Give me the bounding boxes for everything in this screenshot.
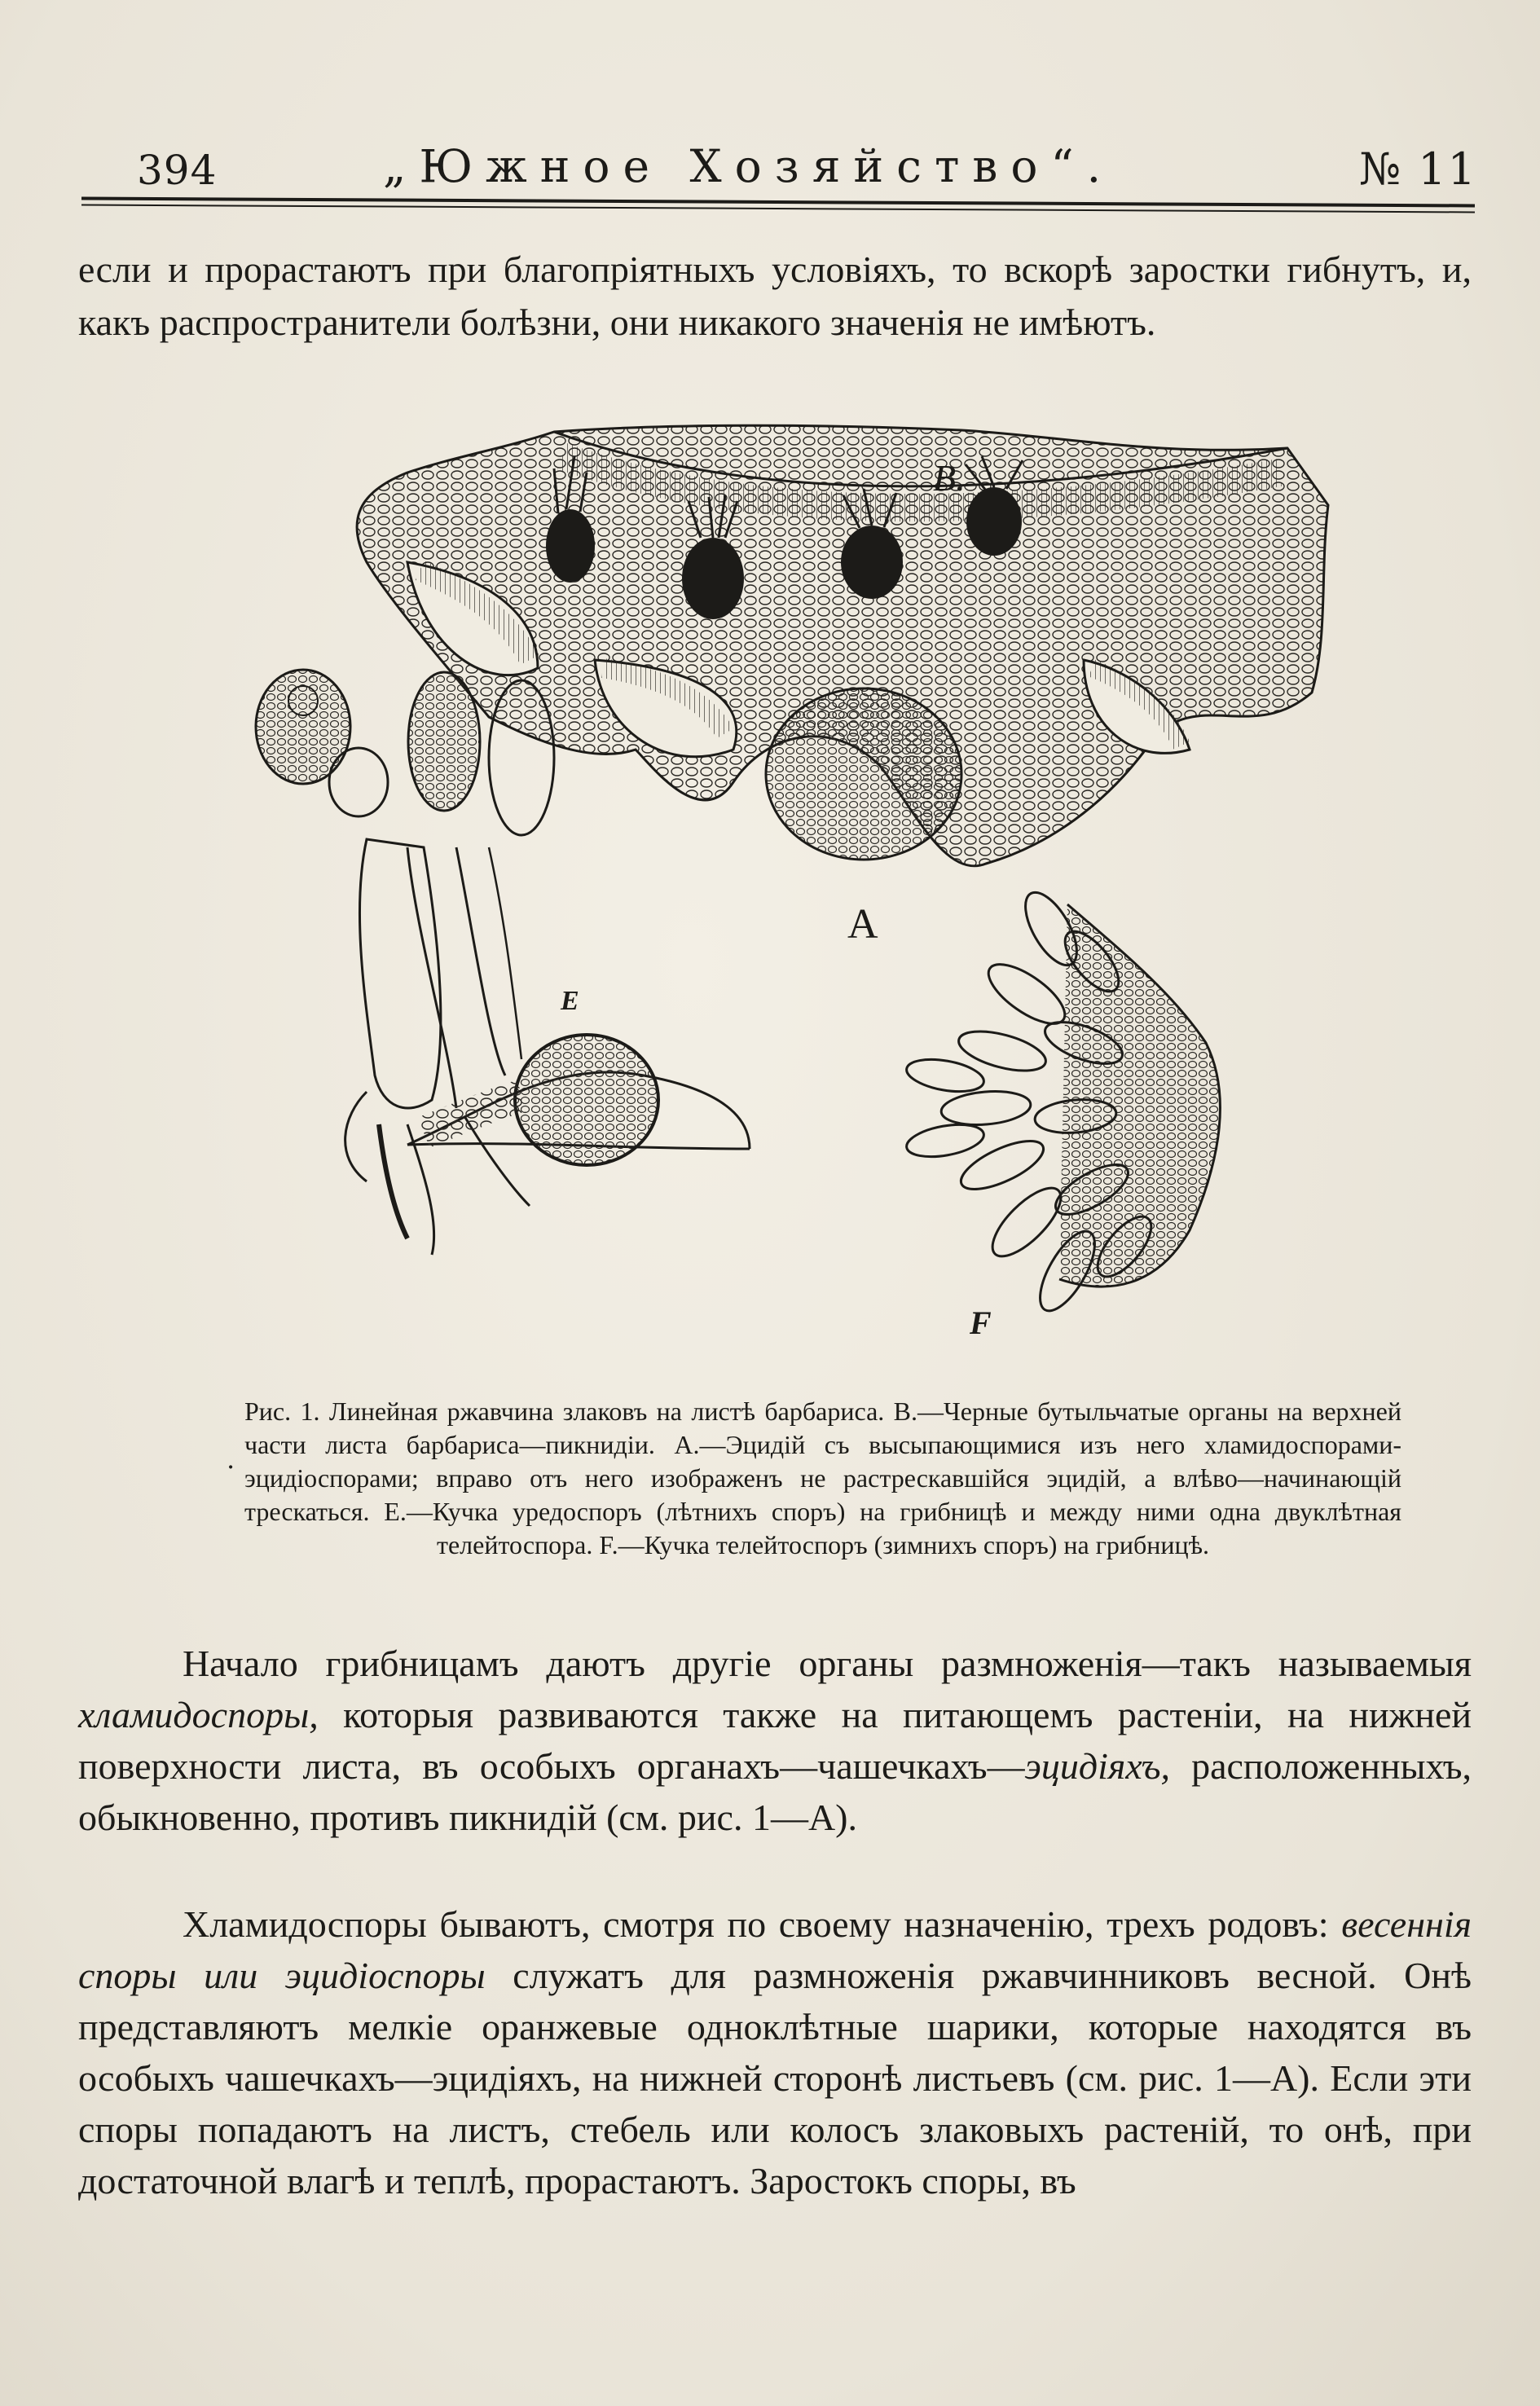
figure-label-b: B. bbox=[933, 457, 966, 499]
paragraph-continuation: если и прорастаютъ при благопріятныхъ условіяхъ, то вскорѣ заростки гибнутъ, и, какъ распространители болѣзни, они никакого значенія не имѣютъ. bbox=[78, 249, 1472, 343]
running-header bbox=[0, 122, 1540, 212]
issue-number: № 11 bbox=[1359, 143, 1477, 195]
botanical-figure bbox=[244, 424, 1491, 1369]
uredospore-cluster-e bbox=[256, 670, 554, 1255]
closed-aecium bbox=[407, 1035, 750, 1165]
figure-caption: Рис. 1. Линейная ржавчина злаковъ на листѣ барбариса. В.—Черные бутыльчатые органы на верхней части листа барбариса—пикнидіи. А.—Эцидій съ высыпающимися изъ него хламидоспорами-эцидіоспорами; вправо отъ него изображенъ не растрескавшійся эцидій, а влѣво—начинающій трескаться. Е.—Кучка уредоспоръ (лѣтнихъ споръ) на грибницѣ и между ними одна двуклѣтная телейтоспора. F.—Кучка телейтоспоръ (зимнихъ споръ) на грибницѣ. bbox=[244, 1397, 1401, 1559]
text-run: служатъ для размноженія ржавчинниковъ весной. Онѣ представляютъ мелкіе оранжевые одноклѣтные шарики, которые находятся въ особыхъ чашечкахъ—эцидіяхъ, на нижней сторонѣ листьевъ (см. рис. 1—А). Если эти споры попадаютъ на листъ, стебель или колосъ злаковыхъ растеній, то онѣ, при достаточной влагѣ и теплѣ, прорастаютъ. Заростокъ споры, въ bbox=[78, 1955, 1472, 2201]
text-run: которыя развиваются также на питающемъ растеніи, на нижней поверхности листа, въ особыхъ органахъ—чашечкахъ— bbox=[78, 1694, 1472, 1787]
figure-illustration bbox=[244, 424, 1491, 1369]
paragraph-chlamydospores bbox=[78, 1638, 1472, 1843]
text-run: Начало грибницамъ даютъ другіе органы размноженія—такъ называемыя bbox=[183, 1643, 1472, 1684]
page-number: 394 bbox=[137, 147, 218, 194]
italic-term: хламидоспоры, bbox=[78, 1694, 319, 1735]
figure-label-a: A bbox=[847, 901, 878, 948]
italic-term: эцидіяхъ, bbox=[1024, 1745, 1170, 1787]
text-run: Хламидоспоры бываютъ, смотря по своему назначенію, трехъ родовъ: bbox=[183, 1903, 1342, 1945]
figure-label-f: F bbox=[970, 1304, 992, 1341]
caption-mark: . bbox=[227, 1444, 235, 1475]
italic-term: весеннія споры или эцидіоспоры bbox=[78, 1903, 1472, 1996]
journal-title: „Южное Хозяйство“. bbox=[383, 140, 1115, 192]
figure-label-e: E bbox=[561, 986, 579, 1016]
teliospore-cluster-f bbox=[904, 885, 1221, 1319]
paragraph-spore-types bbox=[78, 1898, 1472, 2206]
text-run: расположенныхъ, обыкновенно, противъ пикнидій (см. рис. 1—А). bbox=[78, 1745, 1472, 1838]
leaf-section-ab bbox=[357, 425, 1328, 866]
